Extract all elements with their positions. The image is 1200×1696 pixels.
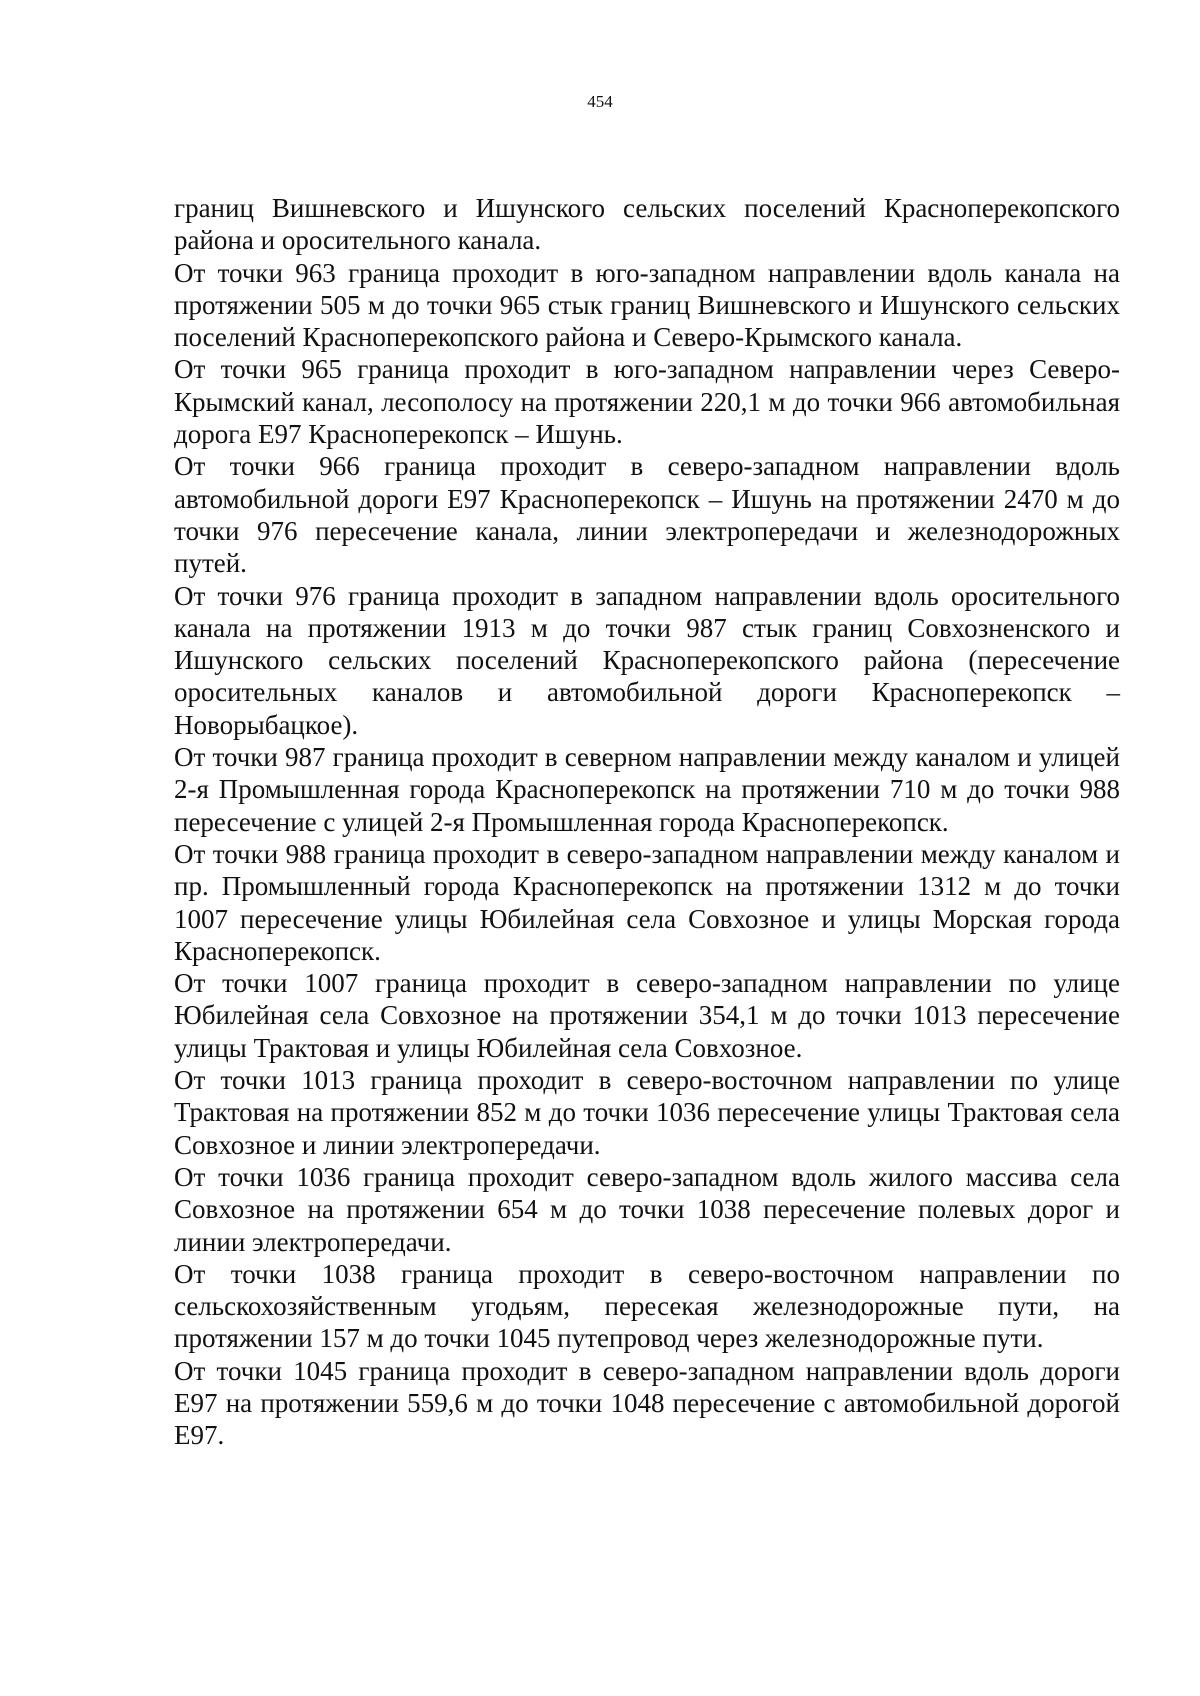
paragraph: От точки 1007 граница проходит в северо-западном направлении по улице Юбилейная села Совхозное на протяжении 354,1 м до точки 1013 пересечение улицы Трактовая и улицы Юбилейная села Совхозное. (174, 968, 1120, 1063)
paragraph: От точки 988 граница проходит в северо-западном направлении между каналом и пр. Промышленный города Красноперекопск на протяжении 1312 м до точки 1007 пересечение улицы Юбилейная села Совхозное и улицы Морская города Красноперекопск. (174, 838, 1120, 966)
paragraph: границ Вишневского и Ишунского сельских поселений Красноперекопского района и оросительного канала. (174, 193, 1120, 256)
paragraph: От точки 1036 граница проходит северо-западном вдоль жилого массива села Совхозное на протяжении 654 м до точки 1038 пересечение полевых дорог и линии электропередачи. (174, 1161, 1120, 1257)
paragraph: От точки 963 граница проходит в юго-западном направлении вдоль канала на протяжении 505 м до точки 965 стык границ Вишневского и Ишунского сельских поселений Красноперекопского района и Северо-Крымского канала. (174, 257, 1120, 353)
paragraph: От точки 965 граница проходит в юго-западном направлении через Северо-Крымский канал, лесополосу на протяжении 220,1 м до точки 966 автомобильная дорога Е97 Красноперекопск – Ишунь. (174, 354, 1120, 450)
paragraph: От точки 966 граница проходит в северо-западном направлении вдоль автомобильной дороги Е97 Красноперекопск – Ишунь на протяжении 2470 м до точки 976 пересечение канала, линии электропередачи и железнодорожных путей. (174, 451, 1120, 579)
paragraph: От точки 976 граница проходит в западном направлении вдоль оросительного канала на протяжении 1913 м до точки 987 стык границ Совхозненского и Ишунского сельских поселений Красноперекопского района (пересечение оросительных каналов и автомобильной дороги Красноперекопск – Новорыбацкое). (174, 580, 1120, 740)
paragraph: От точки 1038 граница проходит в северо-восточном направлении по сельскохозяйственным угодьям, пересекая железнодорожные пути, на протяжении 157 м до точки 1045 путепровод через железнодорожные пути. (174, 1258, 1120, 1354)
document-body (174, 192, 1120, 1452)
paragraph: От точки 1013 граница проходит в северо-восточном направлении по улице Трактовая на протяжении 852 м до точки 1036 пересечение улицы Трактовая села Совхозное и линии электропередачи. (174, 1065, 1120, 1160)
paragraph: От точки 1045 граница проходит в северо-западном направлении вдоль дороги Е97 на протяжении 559,6 м до точки 1048 пересечение с автомобильной дорогой Е97. (174, 1355, 1120, 1451)
paragraph: От точки 987 граница проходит в северном направлении между каналом и улицей 2-я Промышленная города Красноперекопск на протяжении 710 м до точки 988 пересечение с улицей 2-я Промышленная города Красноперекопск. (174, 742, 1120, 837)
page-number: 454 (587, 92, 613, 111)
